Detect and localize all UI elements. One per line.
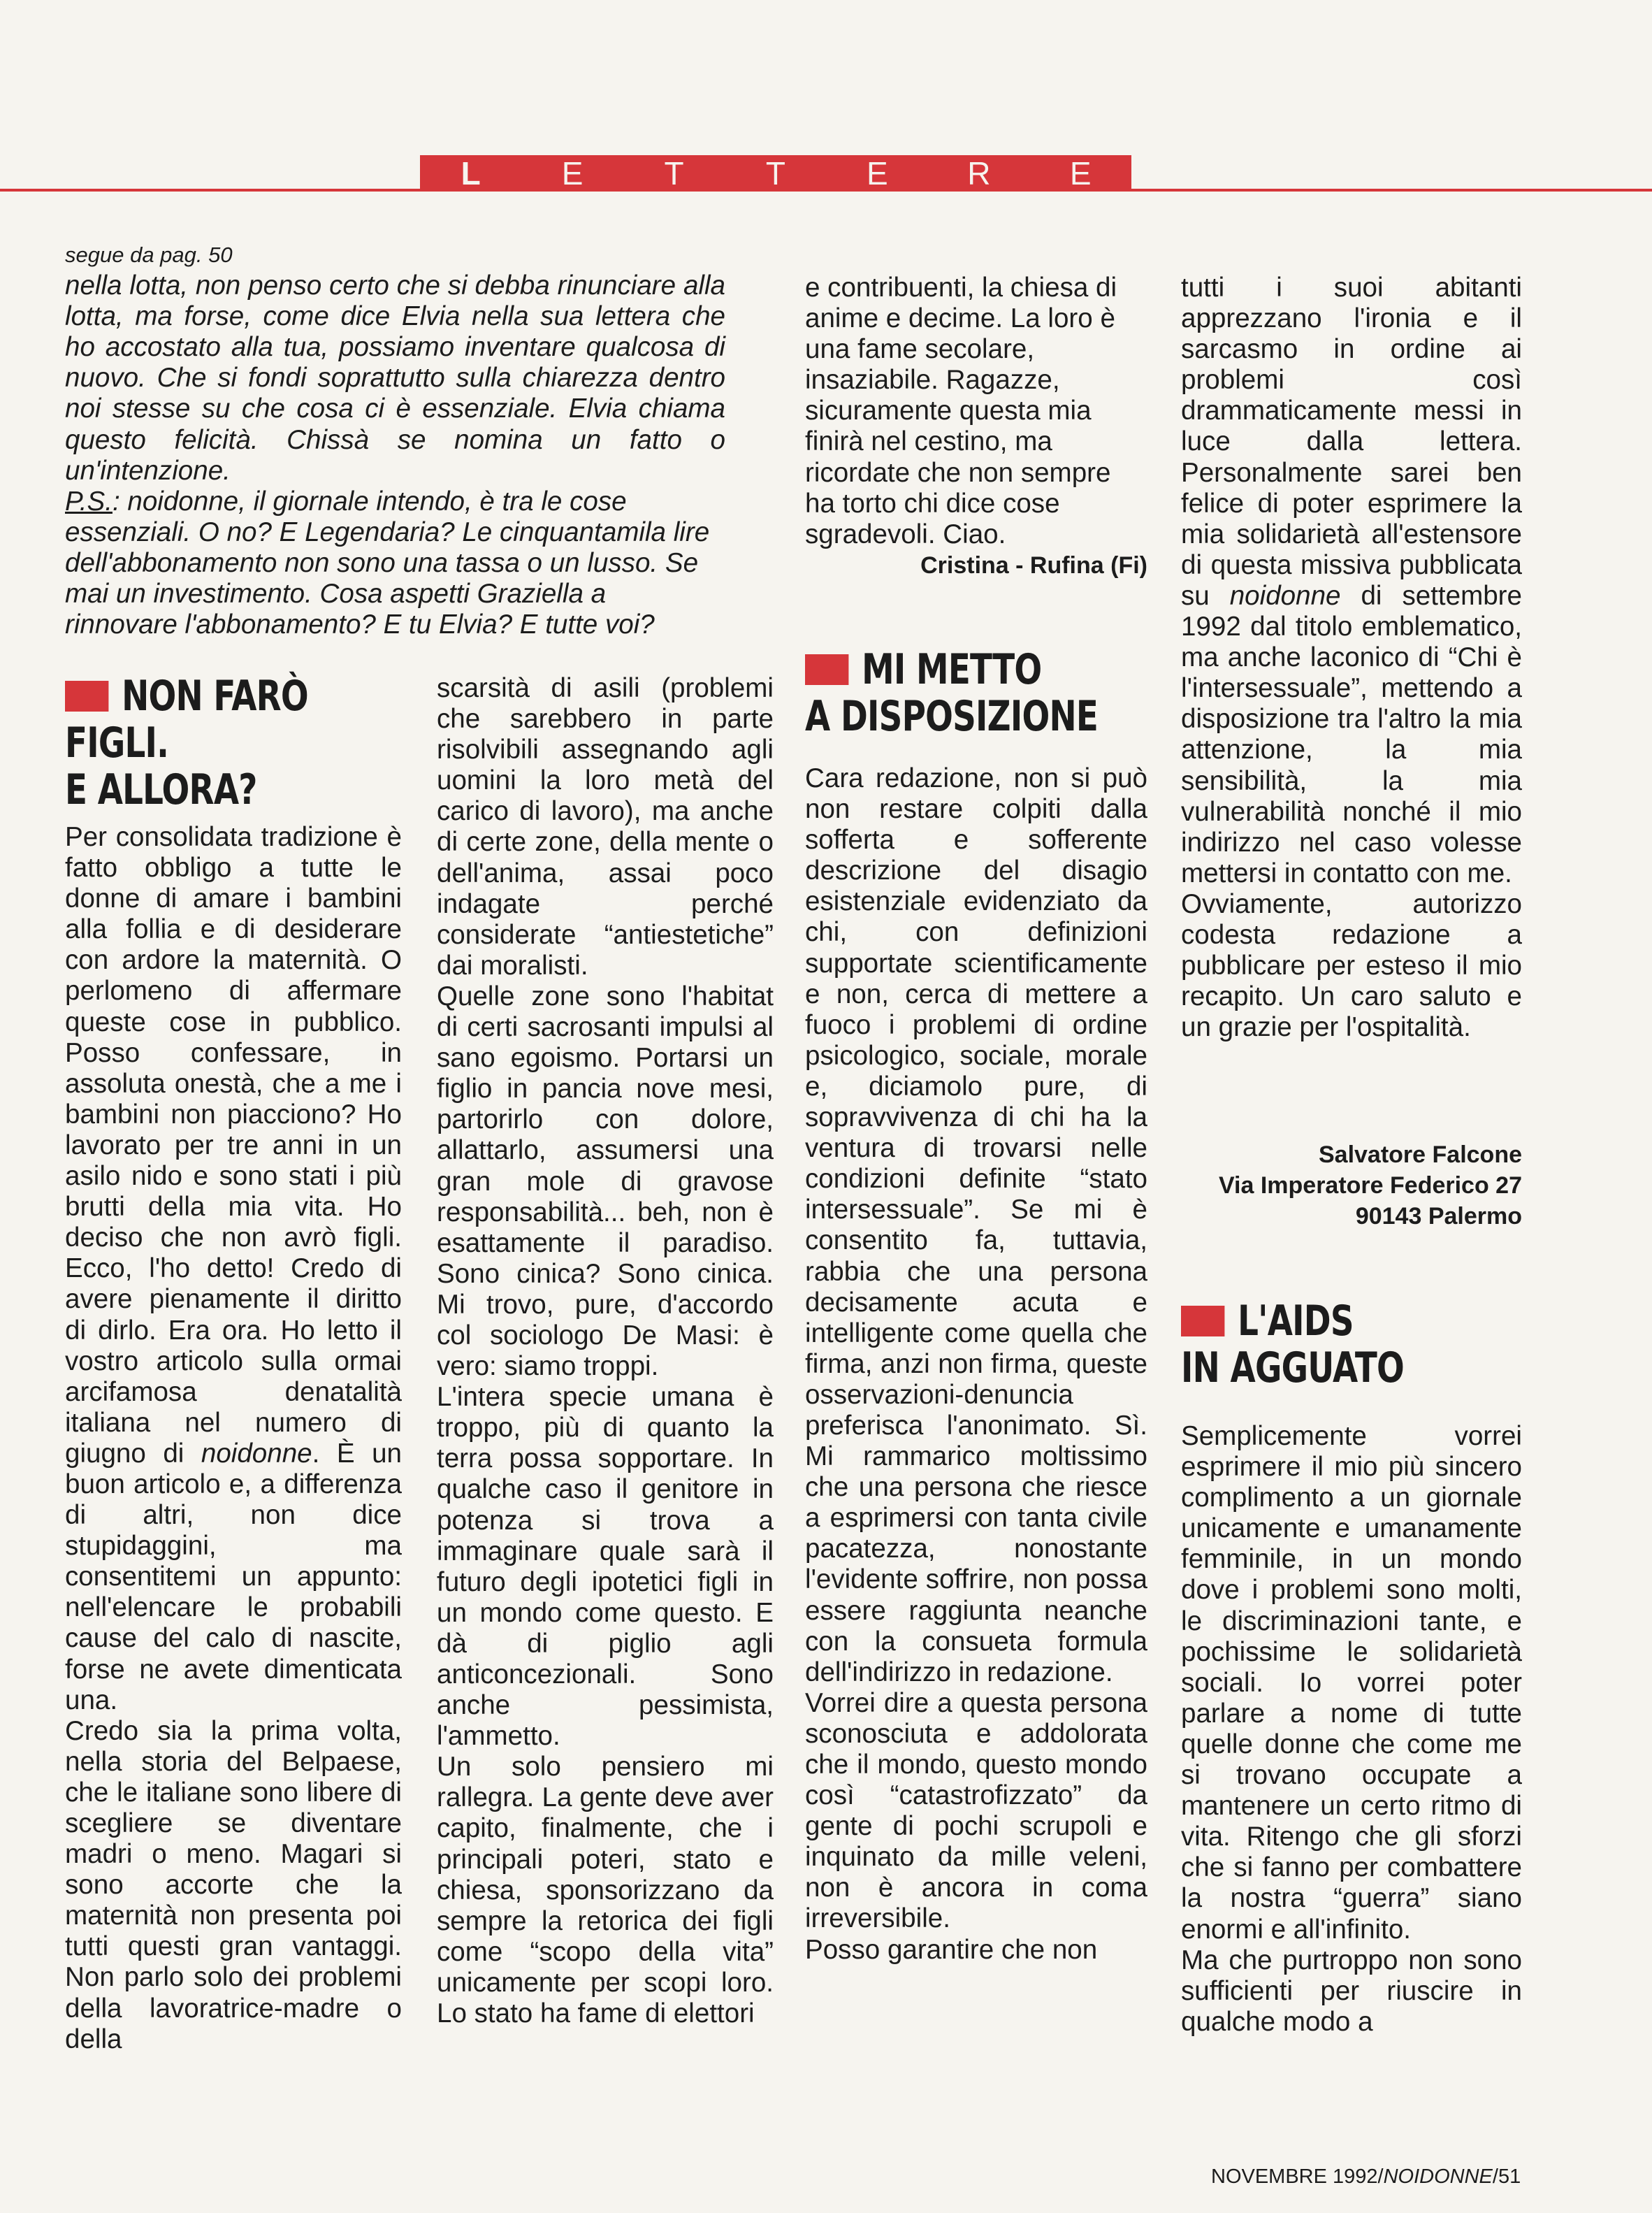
header-letter: T (765, 155, 786, 192)
header-letter: R (967, 155, 991, 192)
paragraph: Credo sia la prima volta, nella storia del Belpaese, che le italiane sono libere di scegliere se diventare madri o meno. Magari si sono accorte che la maternità non presenta poi tutti questi gran vantaggi. Non parlo solo dei problemi della lavoratrice-madre o della (65, 1715, 402, 2054)
red-square-marker (65, 681, 108, 712)
paragraph: Vorrei dire a questa persona sconosciuta e addolorata che il mondo, questo mondo così “catastrofizzato” da gente di pochi scrupoli e inquinato da mille veleni, non è ancora in coma irreversibile. (805, 1687, 1147, 1934)
paragraph: L'intera specie umana è troppo, più di quanto la terra possa sopportare. In qualche caso il genitore in potenza si trova a immaginare quale sarà il futuro degli ipotetici figli in un mondo come questo. E dà di piglio agli anticoncezionali. Sono anche pessimista, l'ammetto. (437, 1382, 774, 1752)
paragraph: Quelle zone sono l'habitat di certi sacrosanti impulsi al sano egoismo. Portarsi un figlio in pancia nove mesi, partorirlo con dolore, allattarlo, assumersi una gran mole di gravose responsabilità... beh, non è esattamente il paradiso. Sono cinica? Sono cinica. Mi trovo, pure, d'accordo col sociologo De Masi: è vero: siamo troppi. (437, 981, 774, 1382)
paragraph: Cara redazione, non si può non restare colpiti dalla sofferta e sofferente descrizione del disagio esistenziale evidenziato da chi, con definizioni supportate scientificamente e non, cerca di mettere a fuoco i problemi di ordine psicologico, sociale, morale e, diciamolo pure, di sopravvivenza di chi ha la ventura di trovarsi nelle condizioni definite “stato intersessuale”. Se mi è consentito fa, tuttavia, rabbia che una persona decisamente acuta e intelligente come quella che firma, anzi non firma, queste osservazioni-denuncia preferisca l'anonimato. Sì. Mi rammarico moltissimo che una persona che riesce a esprimersi con tanta civile pacatezza, nonostante l'evidente soffrire, non possa essere raggiunta neanche con la consueta formula dell'indirizzo in redazione. (805, 763, 1147, 1687)
heading-line: A DISPOSIZIONE (805, 692, 1099, 741)
heading-non-faro-figli (65, 673, 402, 822)
article-disposizione-col4 (1181, 273, 1522, 1043)
paragraph: Un solo pensiero mi rallegra. La gente deve aver capito, finalmente, che i principali poteri, stato e chiesa, sponsorizzano da sempre la retorica dei figli come “scopo della vita” unicamente per scopi loro. Lo stato ha fame di elettori (437, 1752, 774, 2029)
paragraph: Per consolidata tradizione è fatto obbligo a tutte le donne di amare i bambini alla follia e di desiderare con ardore la maternità. O perlomeno di affermare queste cose in pubblico. Posso confessare, in assoluta onestà, che a me i bambini non piacciono? Ho lavorato per tre anni in un asilo nido e sono stati i più brutti della mia vita. Ho deciso che non avrò figli. Ecco, l'ho detto! Credo di avere pienamente il diritto di dirlo. Era ora. Ho letto il vostro articolo sulla ormai arcifamosa denatalità italiana nel numero di giugno di noidonne. È un buon articolo e, a differenza di altri, non dice stupidaggini, ma consentitemi un appunto: nell'elencare le probabili cause del calo di nascite, forse ne avete dimenticata una. (65, 822, 402, 1715)
heading-line: E ALLORA? (65, 765, 257, 814)
paragraph: Ovviamente, autorizzo codesta redazione a pubblicare per esteso il mio recapito. Un caro saluto e un grazie per l'ospitalità. (1181, 888, 1522, 1043)
ps-text: : noidonne, il giornale intendo, è tra le cose essenziali. O no? E Legendaria? Le cinquantamila lire dell'abbonamento non sono una tassa o un lusso. Se mai un investimento. Cosa aspetti Graziella a rinnovare l'abbonamento? E tu Elvia? E tutte voi? (65, 486, 710, 640)
heading-aids-in-agguato (1181, 1298, 1522, 1421)
article-non-faro-figli-col1 (65, 673, 402, 2055)
footer-date: NOVEMBRE 1992/ (1211, 2165, 1384, 2188)
paragraph: scarsità di asili (problemi che sarebbero in parte risolvibili assegnando agli uomini la loro metà del carico di lavoro), ma anche di certe zone, della mente o dell'anima, assai poco indagate perché considerate “antiestetiche” dai moralisti. (437, 673, 774, 981)
header-letter: T (664, 155, 684, 192)
heading-mi-metto-a-disposizione (805, 647, 1147, 763)
header-letter: E (1069, 155, 1092, 192)
paragraph: Posso garantire che non (805, 1934, 1098, 1965)
letter-cristina-end (805, 273, 1147, 581)
header-letter: L (461, 155, 481, 192)
paragraph: tutti i suoi abitanti apprezzano l'ironia e il sarcasmo in ordine ai problemi così drammaticamente messi in luce dalla lettera. Personalmente sarei ben felice di poter esprimere la mia solidarietà all'estensore di questa missiva pubblicata su noidonne di settembre 1992 dal titolo emblematico, ma anche laconico di “Chi è l'intersessuale”, mettendo a disposizione tra l'altro la mia attenzione, la mia sensibilità, la mia vulnerabilità nonché il mio indirizzo nel caso volesse mettersi in contatto con me. (1181, 273, 1522, 888)
magazine-name: noidonne (201, 1438, 312, 1469)
footer-magazine: NOIDONNE (1383, 2165, 1493, 2188)
signature-city: 90143 Palermo (1355, 1203, 1522, 1230)
article-disposizione-col3 (805, 647, 1147, 1966)
heading-line: MI METTO (862, 645, 1042, 694)
signature-address: Via Imperatore Federico 27 (1218, 1172, 1522, 1199)
paragraph: Ma che purtroppo non sono sufficienti per riuscire in qualche modo a (1181, 1945, 1522, 2037)
magazine-name: noidonne (1229, 580, 1341, 611)
continued-from-label: segue da pag. 50 (65, 243, 233, 267)
postscript (65, 486, 725, 640)
section-header-lettere (420, 155, 1131, 192)
letter-continuation (65, 240, 725, 640)
red-square-marker (1181, 1306, 1224, 1336)
article-aids-col4 (1181, 1298, 1522, 2038)
header-letter: E (867, 155, 888, 192)
ps-label: P.S. (65, 486, 113, 517)
header-letter: E (561, 155, 584, 192)
heading-line: FIGLI. (65, 719, 169, 767)
page-footer (1211, 2165, 1521, 2189)
heading-line: NON FARÒ (122, 672, 308, 721)
continuation-text: nella lotta, non penso certo che si debba rinunciare alla lotta, ma forse, come dice Elvia nella sua lettera che ho accostato alla tua, possiamo inventare qualcosa di nuovo. Che si fondi soprattutto sulla chiarezza dentro noi stesse su che cosa ci è essenziale. Elvia chiama questo felicità. Chissà se nomina un fatto o un'intenzione. (65, 271, 725, 486)
cristina-text: e contribuenti, la chiesa di anime e decime. La loro è una fame secolare, insaziabile. Ragazze, sicuramente questa mia finirà nel cestino, ma ricordate che non sempre ha torto chi dice cose sgradevoli. Ciao. (805, 273, 1117, 549)
heading-line: L'AIDS (1238, 1297, 1354, 1346)
article-non-faro-figli-col2 (437, 673, 774, 2029)
red-square-marker (805, 654, 848, 685)
heading-line: IN AGGUATO (1181, 1343, 1404, 1392)
footer-page-number: /51 (1492, 2165, 1521, 2188)
signature-name: Salvatore Falcone (1318, 1141, 1522, 1168)
paragraph: Semplicemente vorrei esprimere il mio più sincero complimento a un giornale unicamente e umanamente femminile, in un mondo dove i problemi sono molti, le discriminazioni tante, e pochissime le solidarietà sociali. Io vorrei poter parlare a nome di tutte quelle donne che come me si trovano occupate a mantenere un certo ritmo di vita. Ritengo che gli sforzi che si fanno per combattere la nostra “guerra” siano enormi e all'infinito. (1181, 1421, 1522, 1945)
cristina-signature: Cristina - Rufina (Fi) (920, 552, 1147, 579)
falcone-signature (1160, 1139, 1522, 1232)
